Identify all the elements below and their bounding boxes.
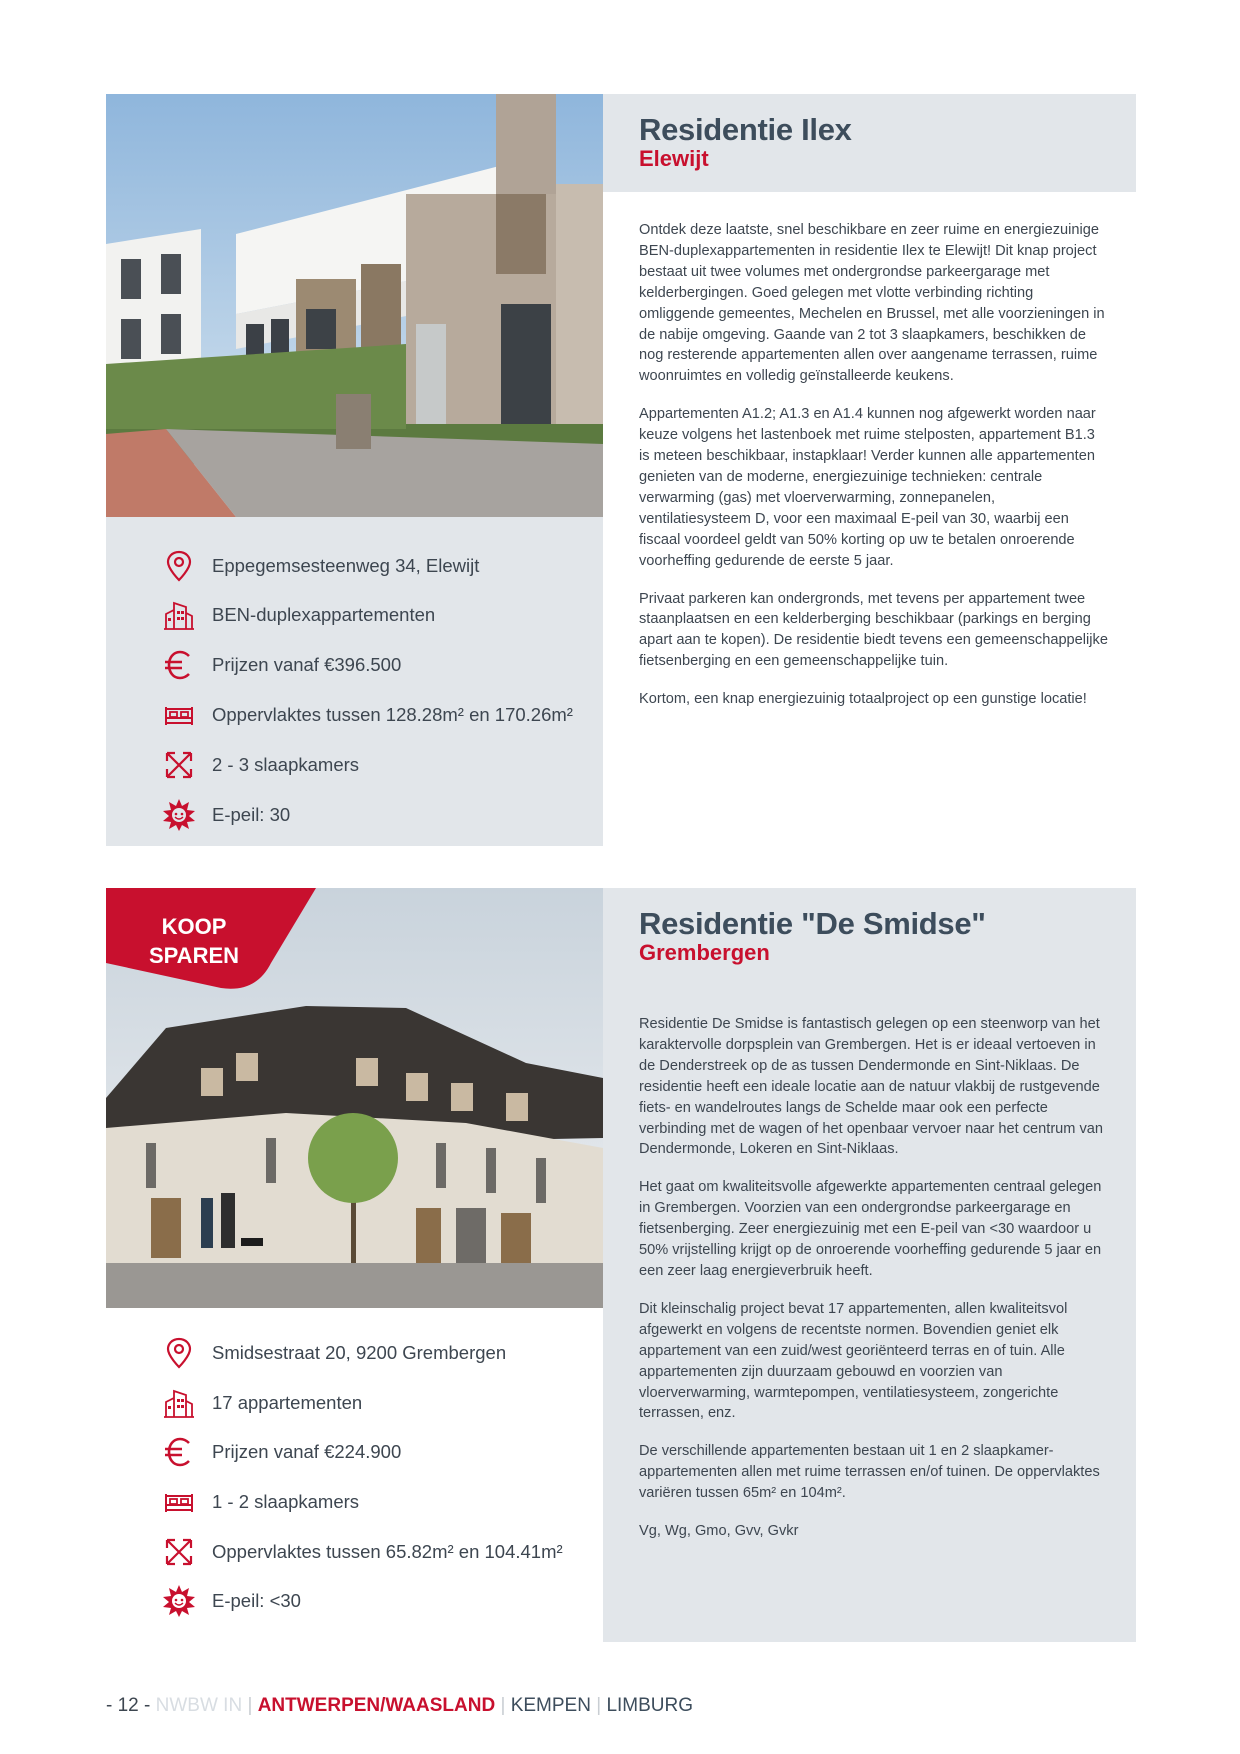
fact-text: Prijzen vanaf €224.900 (212, 1441, 402, 1462)
fact-address (162, 546, 479, 586)
project-location: Grembergen (639, 940, 770, 965)
paragraph: Residentie De Smidse is fantastisch gelegen op een steenworp van het karaktervolle dorpsplein van Grembergen. Het is er ideaal vertoeven in de Denderstreek op de as tussen Dendermonde en Sint-Niklaas. De residentie heeft een ideale locatie aan de natuur vlakbij de rustgevende fiets- en wandelroutes langs de Schelde maar ook een perfecte verbinding met de wagen of het openbaar vervoer naar het centrum van Dendermonde, Lokeren en Sint-Niklaas. (639, 1016, 1104, 1158)
paragraph: Kortom, een knap energiezuinig totaalproject op een gunstige locatie! (639, 691, 1087, 708)
fact-type (162, 595, 435, 635)
paragraph: Dit kleinschalig project bevat 17 appartementen, allen kwaliteitsvol afgewerkt en volgens de recentste normen. Bovendien geniet elk appartement van een zuid/west georiënteerd terras en of tuin. Alle appartementen zijn duurzaam gebouwd en voorzien van vloerverwarming, warmtepompen, ventilatiesysteem, zongerichte terrassen, enz. (639, 1300, 1068, 1422)
energy-icon (162, 1584, 196, 1618)
footer-region: KEMPEN (510, 1695, 591, 1716)
page-number: - 12 - (106, 1695, 151, 1716)
bed-icon (162, 698, 196, 732)
paragraph: Het gaat om kwaliteitsvolle afgewerkte appartementen centraal gelegen in Grembergen. Voorzien van een ondergrondse parkeergarage en fietsenberging. Zeer energiezuinig met een E-peil van <30 waardoor u 50% vrijstelling krijgt op de onroerende voorheffing gedurende 5 jaar en een zeer laag energieverbruik heeft. (639, 1179, 1102, 1279)
facts-panel (106, 517, 603, 846)
fact-bedrooms (162, 1482, 359, 1522)
koop-sparen-badge (106, 888, 316, 998)
fact-price (162, 645, 401, 685)
facts-panel (106, 1308, 603, 1642)
project-card-ilex (106, 94, 1136, 846)
fact-area (162, 695, 573, 735)
euro-icon (162, 648, 196, 682)
fact-text: E-peil: 30 (212, 804, 291, 825)
fact-text: Smidsestraat 20, 9200 Grembergen (212, 1342, 507, 1363)
fact-text: 17 appartementen (212, 1392, 363, 1413)
title-box (603, 94, 1136, 192)
fact-text: E-peil: <30 (212, 1590, 301, 1611)
location-pin-icon (162, 1336, 196, 1370)
building-icon (162, 1386, 196, 1420)
fact-epeil (162, 1581, 301, 1621)
footer-region: LIMBURG (606, 1695, 694, 1716)
project-card-de-smidse (106, 888, 1136, 1642)
paragraph: Ontdek deze laatste, snel beschikbare en zeer ruime en energiezuinige BEN-duplexappartementen in residentie Ilex te Elewijt! Dit knap project bestaat uit twee volumes met ondergrondse parkeergarage met kelderbergingen. Goed gelegen met vlotte verbinding richting omliggende gemeentes, Mechelen en Brussel, met alle voorzieningen in de nabije omgeving. Gaande van 2 tot 3 slaapkamers, beschikken de nog resterende appartementen allen over aangename terrassen, ruime woonruimtes en volledig geïnstalleerde keukens. (639, 222, 1105, 385)
fact-bedrooms (162, 745, 359, 785)
project-description (639, 1014, 1109, 1559)
building-render (106, 888, 603, 1308)
euro-icon (162, 1435, 196, 1469)
project-title: Residentie "De Smidse" (639, 906, 986, 941)
fact-text: Oppervlaktes tussen 65.82m² en 104.41m² (212, 1541, 563, 1562)
paragraph: Privaat parkeren kan ondergronds, met tevens per appartement twee staanplaatsen en een kelderberging beschikbaar (parkings en berging apart aan te kopen). De residentie biedt tevens een gemeenschappelijke fietsenberging en een gemeenschappelijke tuin. (639, 590, 1108, 670)
page-footer: - 12 - NWBW IN | ANTWERPEN/WAASLAND | KEMPEN | LIMBURG (106, 1695, 694, 1716)
badge-line: SPAREN (148, 943, 240, 968)
project-description (639, 220, 1109, 727)
fact-area (162, 1532, 563, 1572)
fact-text: Eppegemsesteenweg 34, Elewijt (212, 555, 480, 576)
description-panel (603, 888, 1136, 1642)
paragraph: Appartementen A1.2; A1.3 en A1.4 kunnen nog afgewerkt worden naar keuze volgens het lastenboek met ruime stelposten, appartement B1.3 is meteen beschikbaar, instapklaar! Verder kunnen alle appartementen genieten van de moderne, energiezuinige technieken: centrale verwarming (gas) met vloerverwarming, zonnepanelen, ventilatiesysteem D, voor een maximaal E-peil van 30, waarbij een fiscaal voordeel geldt van 50% korting op uw te betalen onroerende voorheffing gedurende de eerste 5 jaar. (639, 406, 1096, 569)
fact-epeil (162, 795, 290, 835)
fact-text: 2 - 3 slaapkamers (212, 754, 360, 775)
fact-text: Prijzen vanaf €396.500 (212, 654, 402, 675)
location-pin-icon (162, 549, 196, 583)
footer-region-active: ANTWERPEN/WAASLAND (257, 1695, 496, 1716)
fact-text: 1 - 2 slaapkamers (212, 1491, 360, 1512)
energy-icon (162, 798, 196, 832)
fact-text: BEN-duplexappartementen (212, 604, 436, 625)
fact-price (162, 1432, 401, 1472)
fact-type (162, 1383, 362, 1423)
footer-brand: NWBW IN (155, 1695, 243, 1716)
badge-line: KOOP (161, 914, 227, 939)
paragraph: De verschillende appartementen bestaan uit 1 en 2 slaapkamer-appartementen allen met ruime terrassen en/of tuinen. De oppervlaktes variëren tussen 65m² en 104m². (639, 1443, 1100, 1502)
bed-icon (162, 1485, 196, 1519)
project-title: Residentie Ilex (639, 112, 852, 147)
project-location: Elewijt (639, 146, 709, 171)
expand-arrows-icon (162, 748, 196, 782)
building-photo (106, 94, 603, 517)
fact-text: Oppervlaktes tussen 128.28m² en 170.26m² (212, 704, 573, 725)
expand-arrows-icon (162, 1535, 196, 1569)
fact-address (162, 1333, 506, 1373)
building-icon (162, 598, 196, 632)
paragraph: Vg, Wg, Gmo, Gvv, Gvkr (639, 1523, 799, 1540)
